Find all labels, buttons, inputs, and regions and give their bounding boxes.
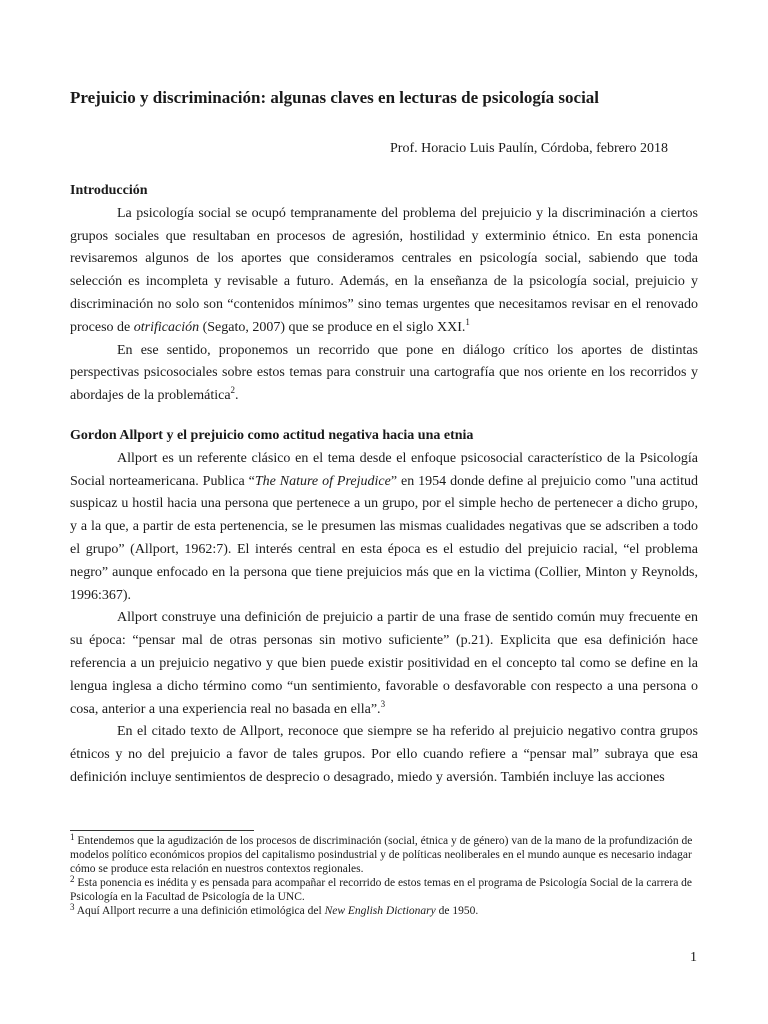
document-body: [70, 180, 698, 790]
footnote-3: [70, 904, 698, 918]
footnote-number: 1: [70, 832, 75, 842]
footnote-text: Entendemos que la agudización de los procesos de discriminación (social, étnica y de género) van de la mano de la profundización de modelos político económicos propios del capitalismo posindustrial y de políticas neoliberales en el mundo aunque es necesario indagar cómo se produce esta relación en nuestros contextos regionales.: [70, 835, 693, 875]
footnote-1: [70, 834, 698, 876]
paragraph-allport-3: [70, 721, 698, 789]
footnote-2: [70, 876, 698, 904]
section-heading-allport: Gordon Allport y el prejuicio como actitud negativa hacia una etnia: [70, 427, 474, 443]
paragraph-text: La psicología social se ocupó tempranamente del problema del prejuicio y la discriminación a ciertos grupos sociales que resultaban en procesos de agresión, hostilidad y exterminio étnico. En esta ponencia revisaremos algunos de los aportes que consideramos centrales en psicología social, sabiendo que toda selección es incompleta y revisable a futuro. Además, en la enseñanza de la psicología social, prejuicio y discriminación no solo son “contenidos mínimos” sino temas urgentes que necesitamos revisar en el renovado proceso de: [70, 205, 698, 335]
footnote-text: de 1950.: [435, 905, 479, 917]
footnote-ref-3: 3: [380, 698, 386, 709]
footnote-number: 2: [70, 874, 75, 884]
paragraph-text: Allport es un referente clásico en el tema desde el enfoque psicosocial característico de la Psicología Social norteamericana. Publica “: [70, 450, 698, 489]
page-number: 1: [690, 950, 697, 965]
footnote-text: Esta ponencia es inédita y es pensada para acompañar el recorrido de estos temas en el programa de Psicología Social de la carrera de Psicología en la Facultad de Psicología de la UNC.: [70, 877, 693, 903]
italic-dictionary-title: New English Dictionary: [324, 905, 436, 917]
paragraph-allport-1: [70, 448, 698, 608]
document-title: Prejuicio y discriminación: algunas claves en lecturas de psicología social: [70, 88, 600, 107]
paragraph-text: ” en 1954 donde define al prejuicio como "una actitud suspicaz u hostil hacia una persona que pertenece a un grupo, por el simple hecho de pertenecer a dicho grupo, y a la que, a partir de esta pertenencia, se le presumen las mismas cualidades negativas que se adscriben a todo el grupo” (Allport, 1962:7). El interés central en esta época es el estudio del prejuicio racial, “el problema negro” aunque enfocado en la persona que tiene prejuicios más que en la victima (Collier, Minton y Reynolds, 1996:367).: [70, 473, 698, 603]
paragraph-text: En ese sentido, proponemos un recorrido que pone en diálogo crítico los aportes de distintas perspectivas psicosociales sobre estos temas para construir una cartografía que nos oriente en los recorridos y abordajes de la problemática: [70, 342, 698, 404]
footnote-text: Aquí Allport recurre a una definición etimológica del: [76, 905, 325, 917]
footnote-ref-1: 1: [465, 316, 470, 327]
footnote-ref-2: 2: [230, 385, 236, 396]
footnotes: [70, 830, 698, 918]
italic-term: otrificación: [133, 319, 200, 335]
italic-book-title: The Nature of Prejudice: [254, 473, 391, 489]
paragraph-text: (Segato, 2007) que se produce en el siglo XXI.: [199, 319, 466, 335]
author-line: Prof. Horacio Luis Paulín, Córdoba, febrero 2018: [390, 141, 668, 156]
paragraph-text: Allport construye una definición de prejuicio a partir de una frase de sentido común muy frecuente en su época: “pensar mal de otras personas sin motivo suficiente” (p.21). Explicita que esa definición hace referencia a un prejuicio negativo y que bien puede existir positividad en el concepto tal como se define en la lengua inglesa a dicho término como “un sentimiento, favorable o desfavorable con respecto a una persona o cosa, anterior a una experiencia real no basada en ella”.: [70, 610, 698, 717]
paragraph-allport-2: [70, 607, 698, 721]
paragraph-text: En el citado texto de Allport, reconoce que siempre se ha referido al prejuicio negativo contra grupos étnicos y no del prejuicio a favor de tales grupos. Por ello cuando refiere a “pensar mal” subraya que esa definición incluye sentimientos de desprecio o desagrado, miedo y aversión. También incluye las acciones: [70, 724, 698, 785]
paragraph-intro-1: [70, 203, 698, 340]
footnote-number: 3: [70, 902, 75, 912]
paragraph-text: .: [235, 388, 239, 404]
section-heading-introduccion: Introducción: [70, 183, 148, 198]
paragraph-intro-2: [70, 340, 698, 408]
footnote-separator: [70, 830, 254, 831]
